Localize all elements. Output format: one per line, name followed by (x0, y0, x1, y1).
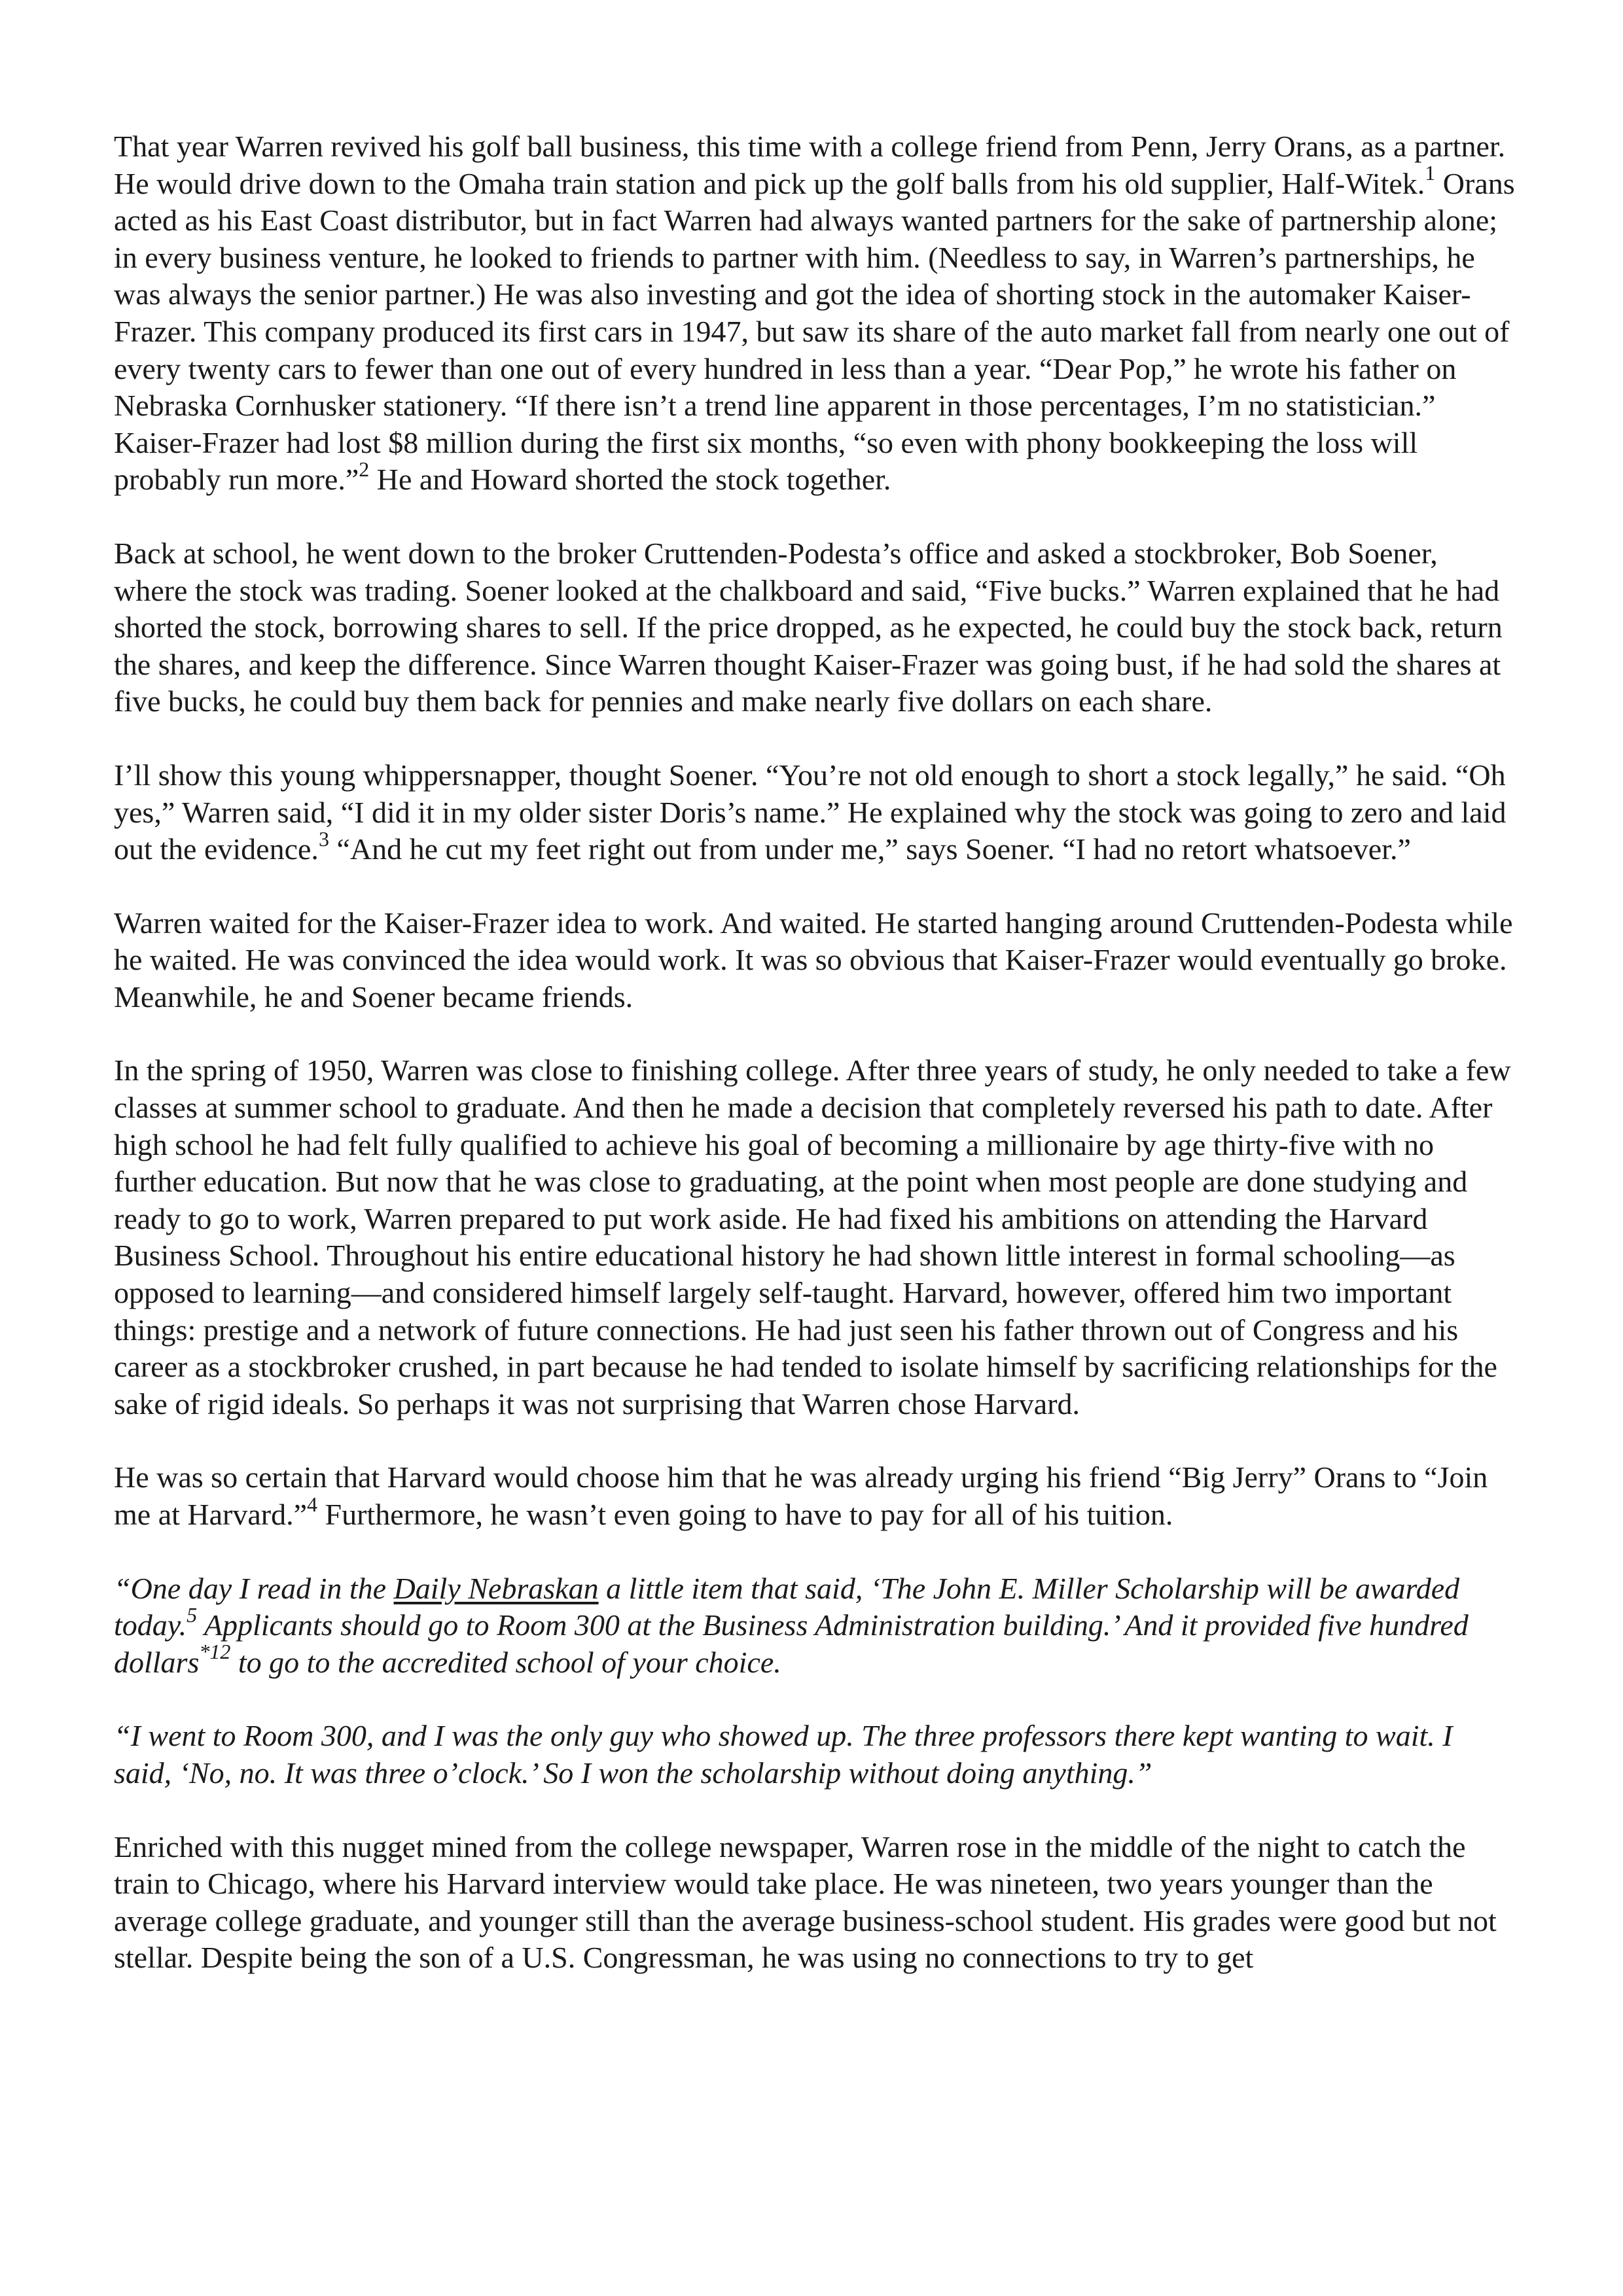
footnote-ref-2[interactable]: 2 (359, 457, 370, 482)
paragraph-text: Warren waited for the Kaiser-Frazer idea to work. And waited. He started hanging around Cruttenden-Podesta while he waited. He was convinced the idea would work. It was so obvious that Kaiser-Frazer would eventually go broke. Meanwhile, he and Soener became friends. (114, 906, 1513, 1014)
paragraph-waiting (114, 905, 1517, 1016)
quote-text: to go to the accredited school of your choice. (230, 1645, 781, 1679)
paragraph-text: That year Warren revived his golf ball business, this time with a college friend from Penn, Jerry Orans, as a partner. He would drive down to the Omaha train station and pick up the golf balls from his old supplier, Half-Witek. (114, 130, 1506, 200)
quote-scholarship (114, 1570, 1517, 1682)
footnote-ref-4[interactable]: 4 (307, 1492, 318, 1516)
footnote-ref-12[interactable]: *12 (199, 1640, 231, 1664)
quote-text: “I went to Room 300, and I was the only guy who showed up. The three professors there kept wanting to wait. I said, ‘No, no. It was three o’clock.’ So I won the scholarship without doing anything.” (114, 1719, 1453, 1790)
paragraph-text: Enriched with this nugget mined from the college newspaper, Warren rose in the middle of the night to catch the train to Chicago, where his Harvard interview would take place. He was nineteen, two years younger than the average college graduate, and younger still than the average business-school student. His grades were good but not stellar. Despite being the son of a U.S. Congressman, he was using no connections to try to get (114, 1829, 1497, 1975)
quote-text: Applicants should go to Room 300 at the Business Administration building.’ And it provided five hundred dollars (114, 1608, 1469, 1679)
paragraph-text: Orans acted as his East Coast distributor, but in fact Warren had always wanted partners for the sake of partnership alone; in every business venture, he looked to friends to partner with him. (Needless to say, in Warren’s partnerships, he was always the senior partner.) He was also investing and got the idea of shorting stock in the automaker Kaiser-Frazer. This company produced its first cars in 1947, but saw its share of the auto market fall from nearly one out of every twenty cars to fewer than one out of every hundred in less than a year. “Dear Pop,” he wrote his father on Nebraska Cornhusker stationery. “If there isn’t a trend line apparent in those percentages, I’m no statistician.” Kaiser-Frazer had lost $8 million during the first six months, “so even with phony bookkeeping the loss will probably run more.” (114, 166, 1515, 497)
paragraph-whippersnapper (114, 757, 1517, 868)
paragraph-harvard-certain (114, 1459, 1517, 1533)
footnote-ref-3[interactable]: 3 (318, 826, 329, 851)
paragraph-spring-1950 (114, 1052, 1517, 1422)
paragraph-text: He and Howard shorted the stock together. (369, 463, 891, 497)
paragraph-text: I’ll show this young whippersnapper, thought Soener. “You’re not old enough to short a stock legally,” he said. “Oh yes,” Warren said, “I did it in my older sister Doris’s name.” He explained why the stock was going to zero and laid out the evidence. (114, 758, 1507, 866)
footnote-ref-5[interactable]: 5 (187, 1602, 198, 1627)
paragraph-chicago-interview (114, 1829, 1517, 1977)
quote-text: “One day I read in the (114, 1571, 394, 1605)
newspaper-title: Daily Nebraskan (393, 1571, 599, 1605)
paragraph-text: He was so certain that Harvard would choose him that he was already urging his friend “Big Jerry” Orans to “Join me at Harvard.” (114, 1460, 1488, 1531)
paragraph-text: In the spring of 1950, Warren was close to finishing college. After three years of study, he only needed to take a few classes at summer school to graduate. And then he made a decision that completely reversed his path to date. After high school he had felt fully qualified to achieve his goal of becoming a millionaire by age thirty-five with no further education. But now that he was close to graduating, at the point when most people are done studying and ready to go to work, Warren prepared to put work aside. He had fixed his ambitions on attending the Harvard Business School. Throughout his entire educational history he had shown little interest in formal schooling—as opposed to learning—and considered himself largely self-taught. Harvard, however, offered him two important things: prestige and a network of future connections. He had just seen his father thrown out of Congress and his career as a stockbroker crushed, in part because he had tended to isolate himself by sacrificing relationships for the sake of rigid ideals. So perhaps it was not surprising that Warren chose Harvard. (114, 1053, 1511, 1421)
paragraph-broker-office (114, 535, 1517, 720)
paragraph-text: Furthermore, he wasn’t even going to have to pay for all of his tuition. (317, 1498, 1173, 1531)
paragraph-golf-ball-business (114, 128, 1517, 499)
paragraph-text: “And he cut my feet right out from under me,” says Soener. “I had no retort whatsoever.” (329, 832, 1411, 866)
quote-room-300 (114, 1718, 1517, 1792)
footnote-ref-1[interactable]: 1 (1425, 161, 1436, 185)
paragraph-text: Back at school, he went down to the broker Cruttenden-Podesta’s office and asked a stockbroker, Bob Soener, where the stock was trading. Soener looked at the chalkboard and said, “Five bucks.” Warren explained that he had shorted the stock, borrowing shares to sell. If the price dropped, as he expected, he could buy the stock back, return the shares, and keep the difference. Since Warren thought Kaiser-Frazer was going bust, if he had sold the shares at five bucks, he could buy them back for pennies and make nearly five dollars on each share. (114, 536, 1503, 718)
document-page (114, 128, 1517, 2013)
quote-text: a little item that said, ‘The John E. Miller Scholarship will be awarded today. (114, 1571, 1460, 1642)
